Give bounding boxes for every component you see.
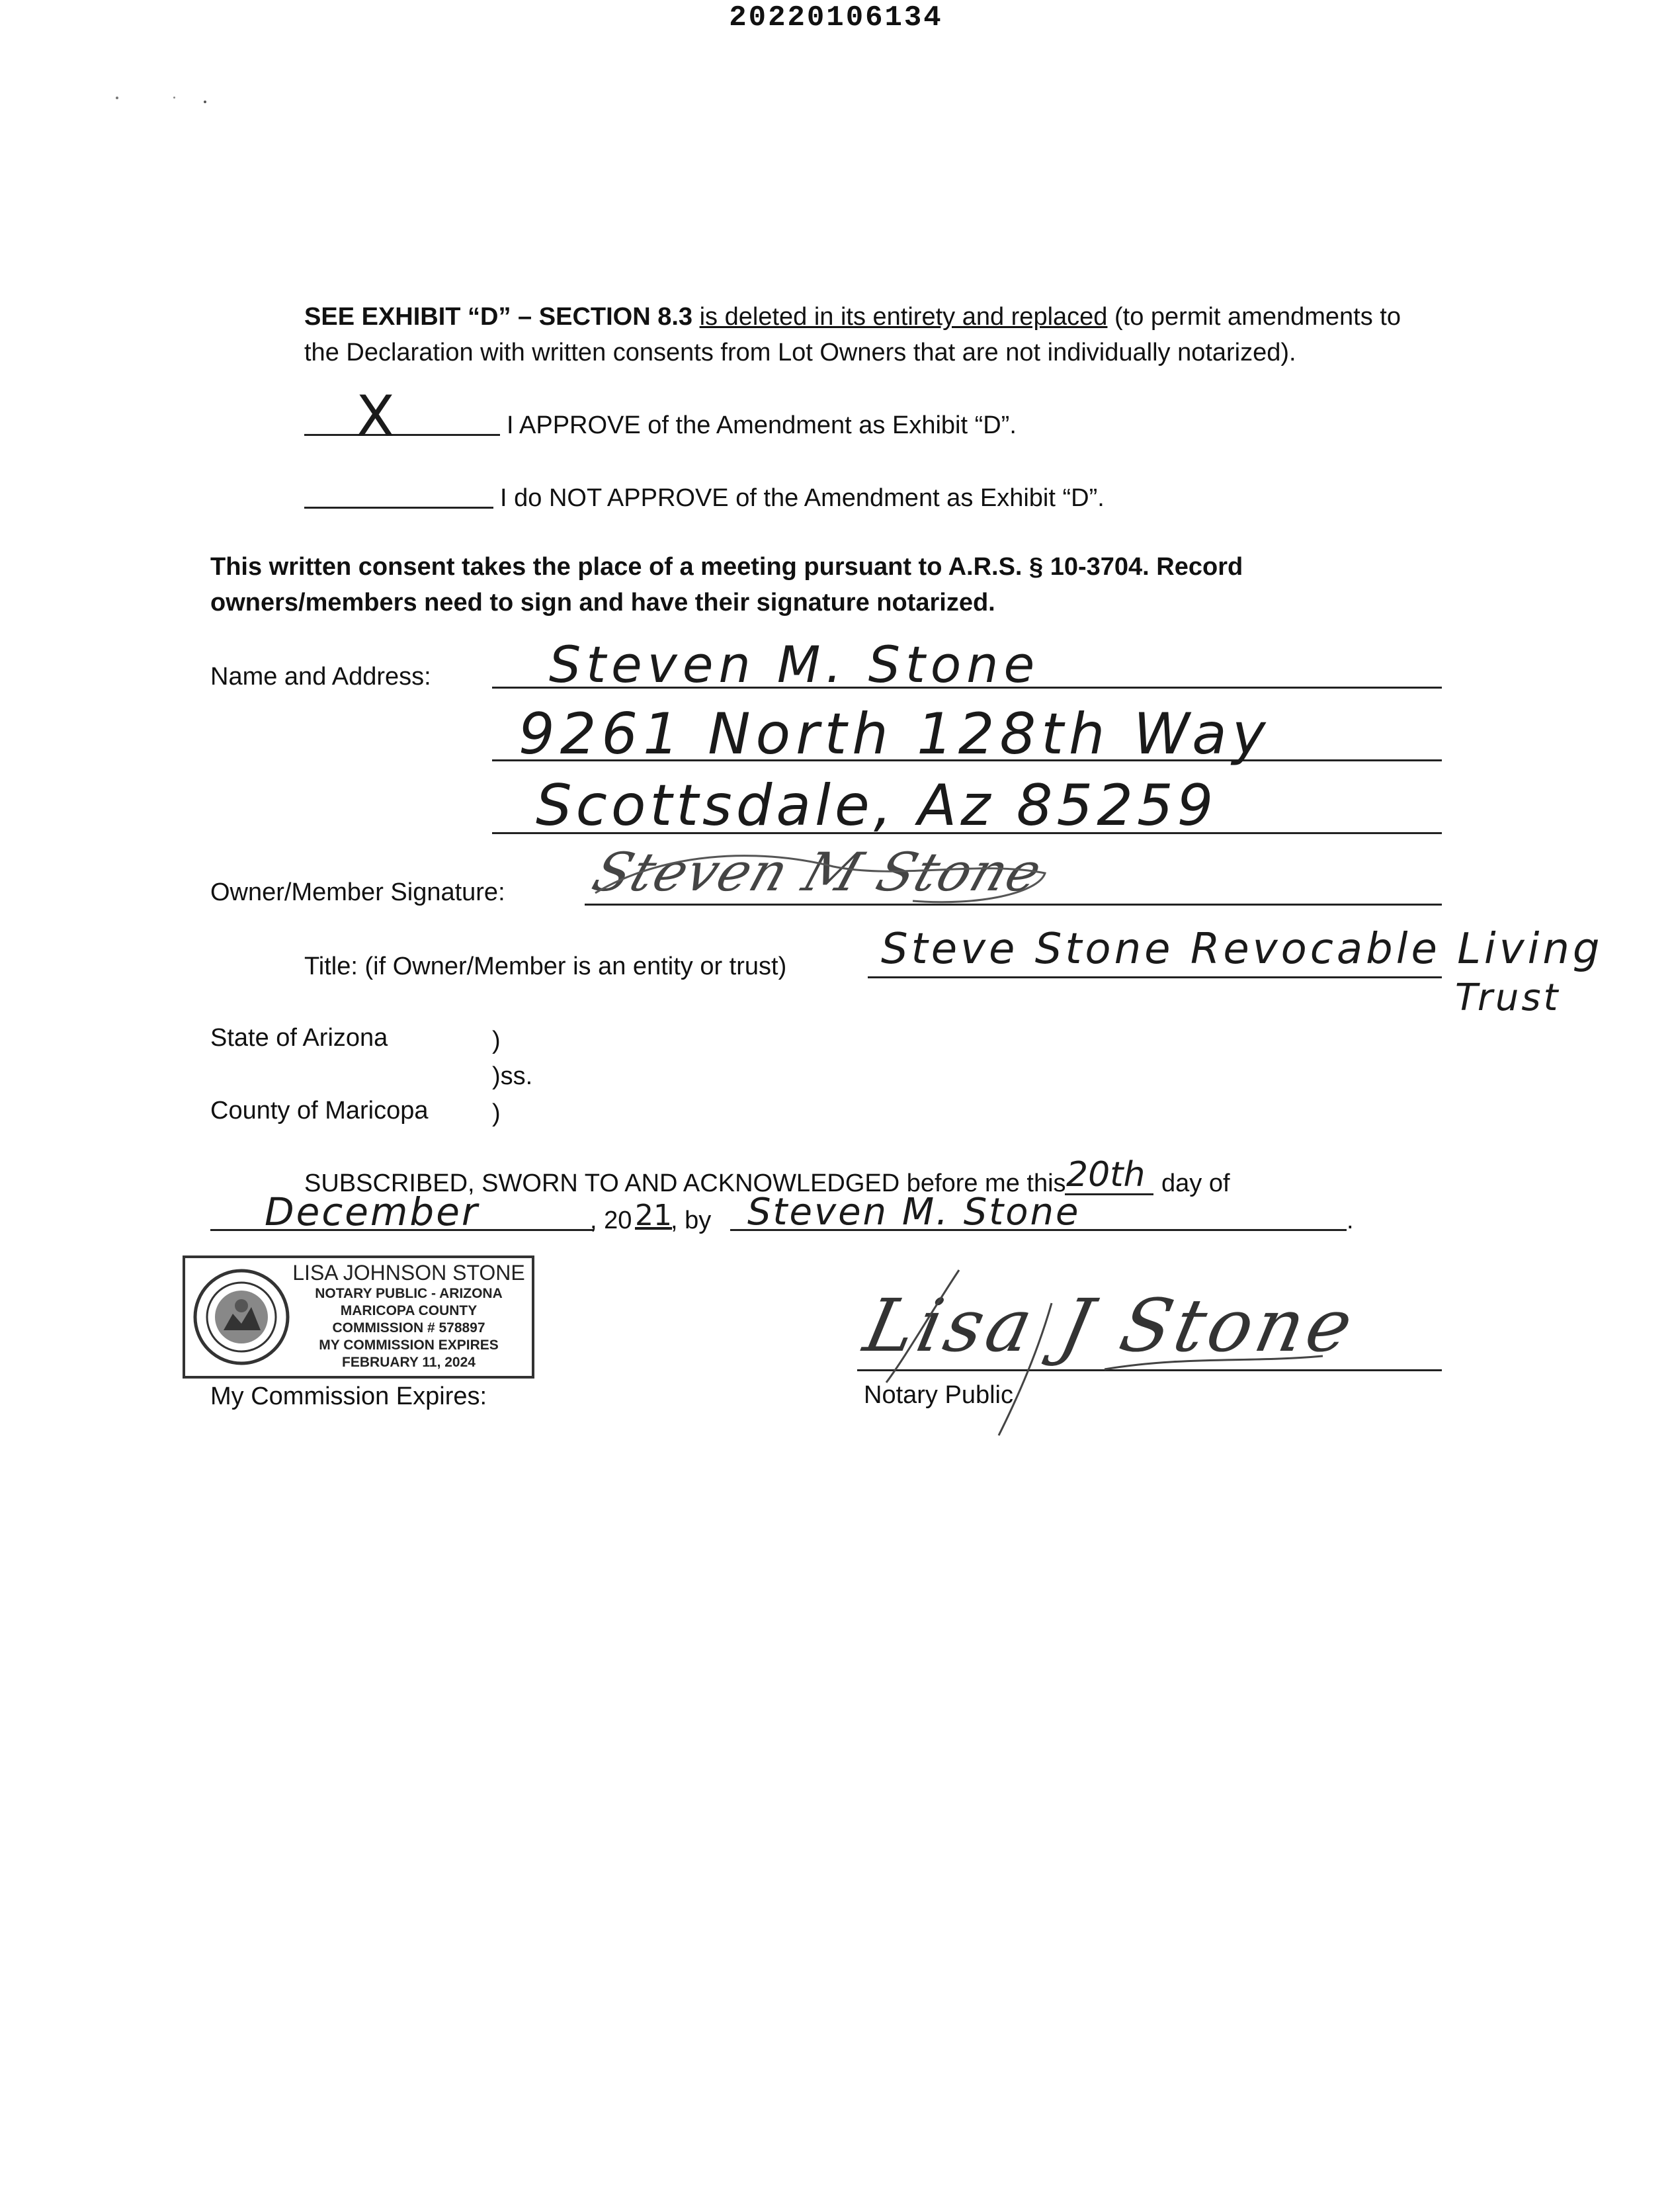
notice-line-2: owners/members need to sign and have their signature notarized. [210,589,995,617]
title-label: Title: (if Owner/Member is an entity or trust) [304,953,787,980]
exhibit-line-1-rest: (to permit amendments to [1114,303,1401,331]
stamp-line-5: FEBRUARY 11, 2024 [342,1355,476,1370]
jurat-year-prefix: , 20 [590,1207,632,1234]
stamp-line-1: NOTARY PUBLIC - ARIZONA [315,1286,503,1301]
jurat-day: 20th [1066,1155,1146,1195]
venue-paren-top: ) [492,1027,501,1054]
venue-paren-bottom: ) [492,1099,501,1127]
exhibit-paragraph [304,299,1495,370]
document-number: 20220106134 [729,1,943,34]
signature-label: Owner/Member Signature: [210,878,505,906]
scan-speck [116,97,118,99]
approve-blank[interactable] [304,434,500,436]
commission-expires-label: My Commission Expires: [210,1382,487,1410]
exhibit-heading: SEE EXHIBIT “D” – SECTION 8.3 [304,303,693,331]
stamp-line-4: MY COMMISSION EXPIRES [319,1338,499,1353]
scan-speck [204,101,206,103]
owner-address-2: Scottsdale, Az 85259 [536,773,1218,839]
stamp-notary-name: LISA JOHNSON STONE [292,1261,525,1285]
notice-paragraph [210,549,1467,620]
exhibit-line-1 [304,299,1495,335]
title-value: Steve Stone Revocable Living [881,925,1603,974]
owner-name: Steven M. Stone [549,635,1040,694]
owner-signature-flourish [582,840,1058,913]
scan-speck [173,97,175,99]
approve-label: I APPROVE of the Amendment as Exhibit “D”. [507,411,1017,439]
jurat-text-b: day of [1161,1170,1230,1197]
stamp-line-3: COMMISSION # 578897 [332,1320,485,1336]
notary-stamp [183,1255,534,1379]
title-value-cont: Trust [1455,976,1561,1019]
jurat-by-label: , by [671,1207,712,1234]
venue-county: County of Maricopa [210,1097,429,1125]
venue-state: State of Arizona [210,1024,388,1052]
jurat-name: Steven M. Stone [747,1191,1081,1234]
notary-public-label: Notary Public [864,1381,1013,1409]
notice-line-1: This written consent takes the place of a meeting pursuant to A.R.S. § 10-3704. Record [210,553,1243,581]
owner-signature: Steven M Stone [585,841,1051,903]
venue-ss: )ss. [492,1062,533,1090]
notary-signature: Lisa J Stone [857,1283,1364,1368]
approve-mark: X [356,384,395,450]
exhibit-line-2: the Declaration with written consents from Lot Owners that are not individually notarized). [304,339,1296,366]
jurat-end-period: . [1347,1207,1354,1234]
jurat-month: December [265,1189,480,1234]
jurat-year-suffix: 21 [635,1199,672,1232]
exhibit-deleted-text: is deleted in its entirety and replaced [699,303,1108,331]
disapprove-label: I do NOT APPROVE of the Amendment as Exhibit “D”. [500,484,1105,512]
stamp-line-2: MARICOPA COUNTY [340,1303,478,1318]
name-address-label: Name and Address: [210,663,431,691]
jurat-text-a: SUBSCRIBED, SWORN TO AND ACKNOWLEDGED before me this [304,1170,1066,1197]
title-line[interactable] [868,976,1442,978]
notary-signature-strokes [853,1257,1329,1442]
owner-address-1: 9261 North 128th Way [519,701,1271,767]
arizona-seal-icon [192,1267,291,1367]
disapprove-blank[interactable] [304,507,493,509]
